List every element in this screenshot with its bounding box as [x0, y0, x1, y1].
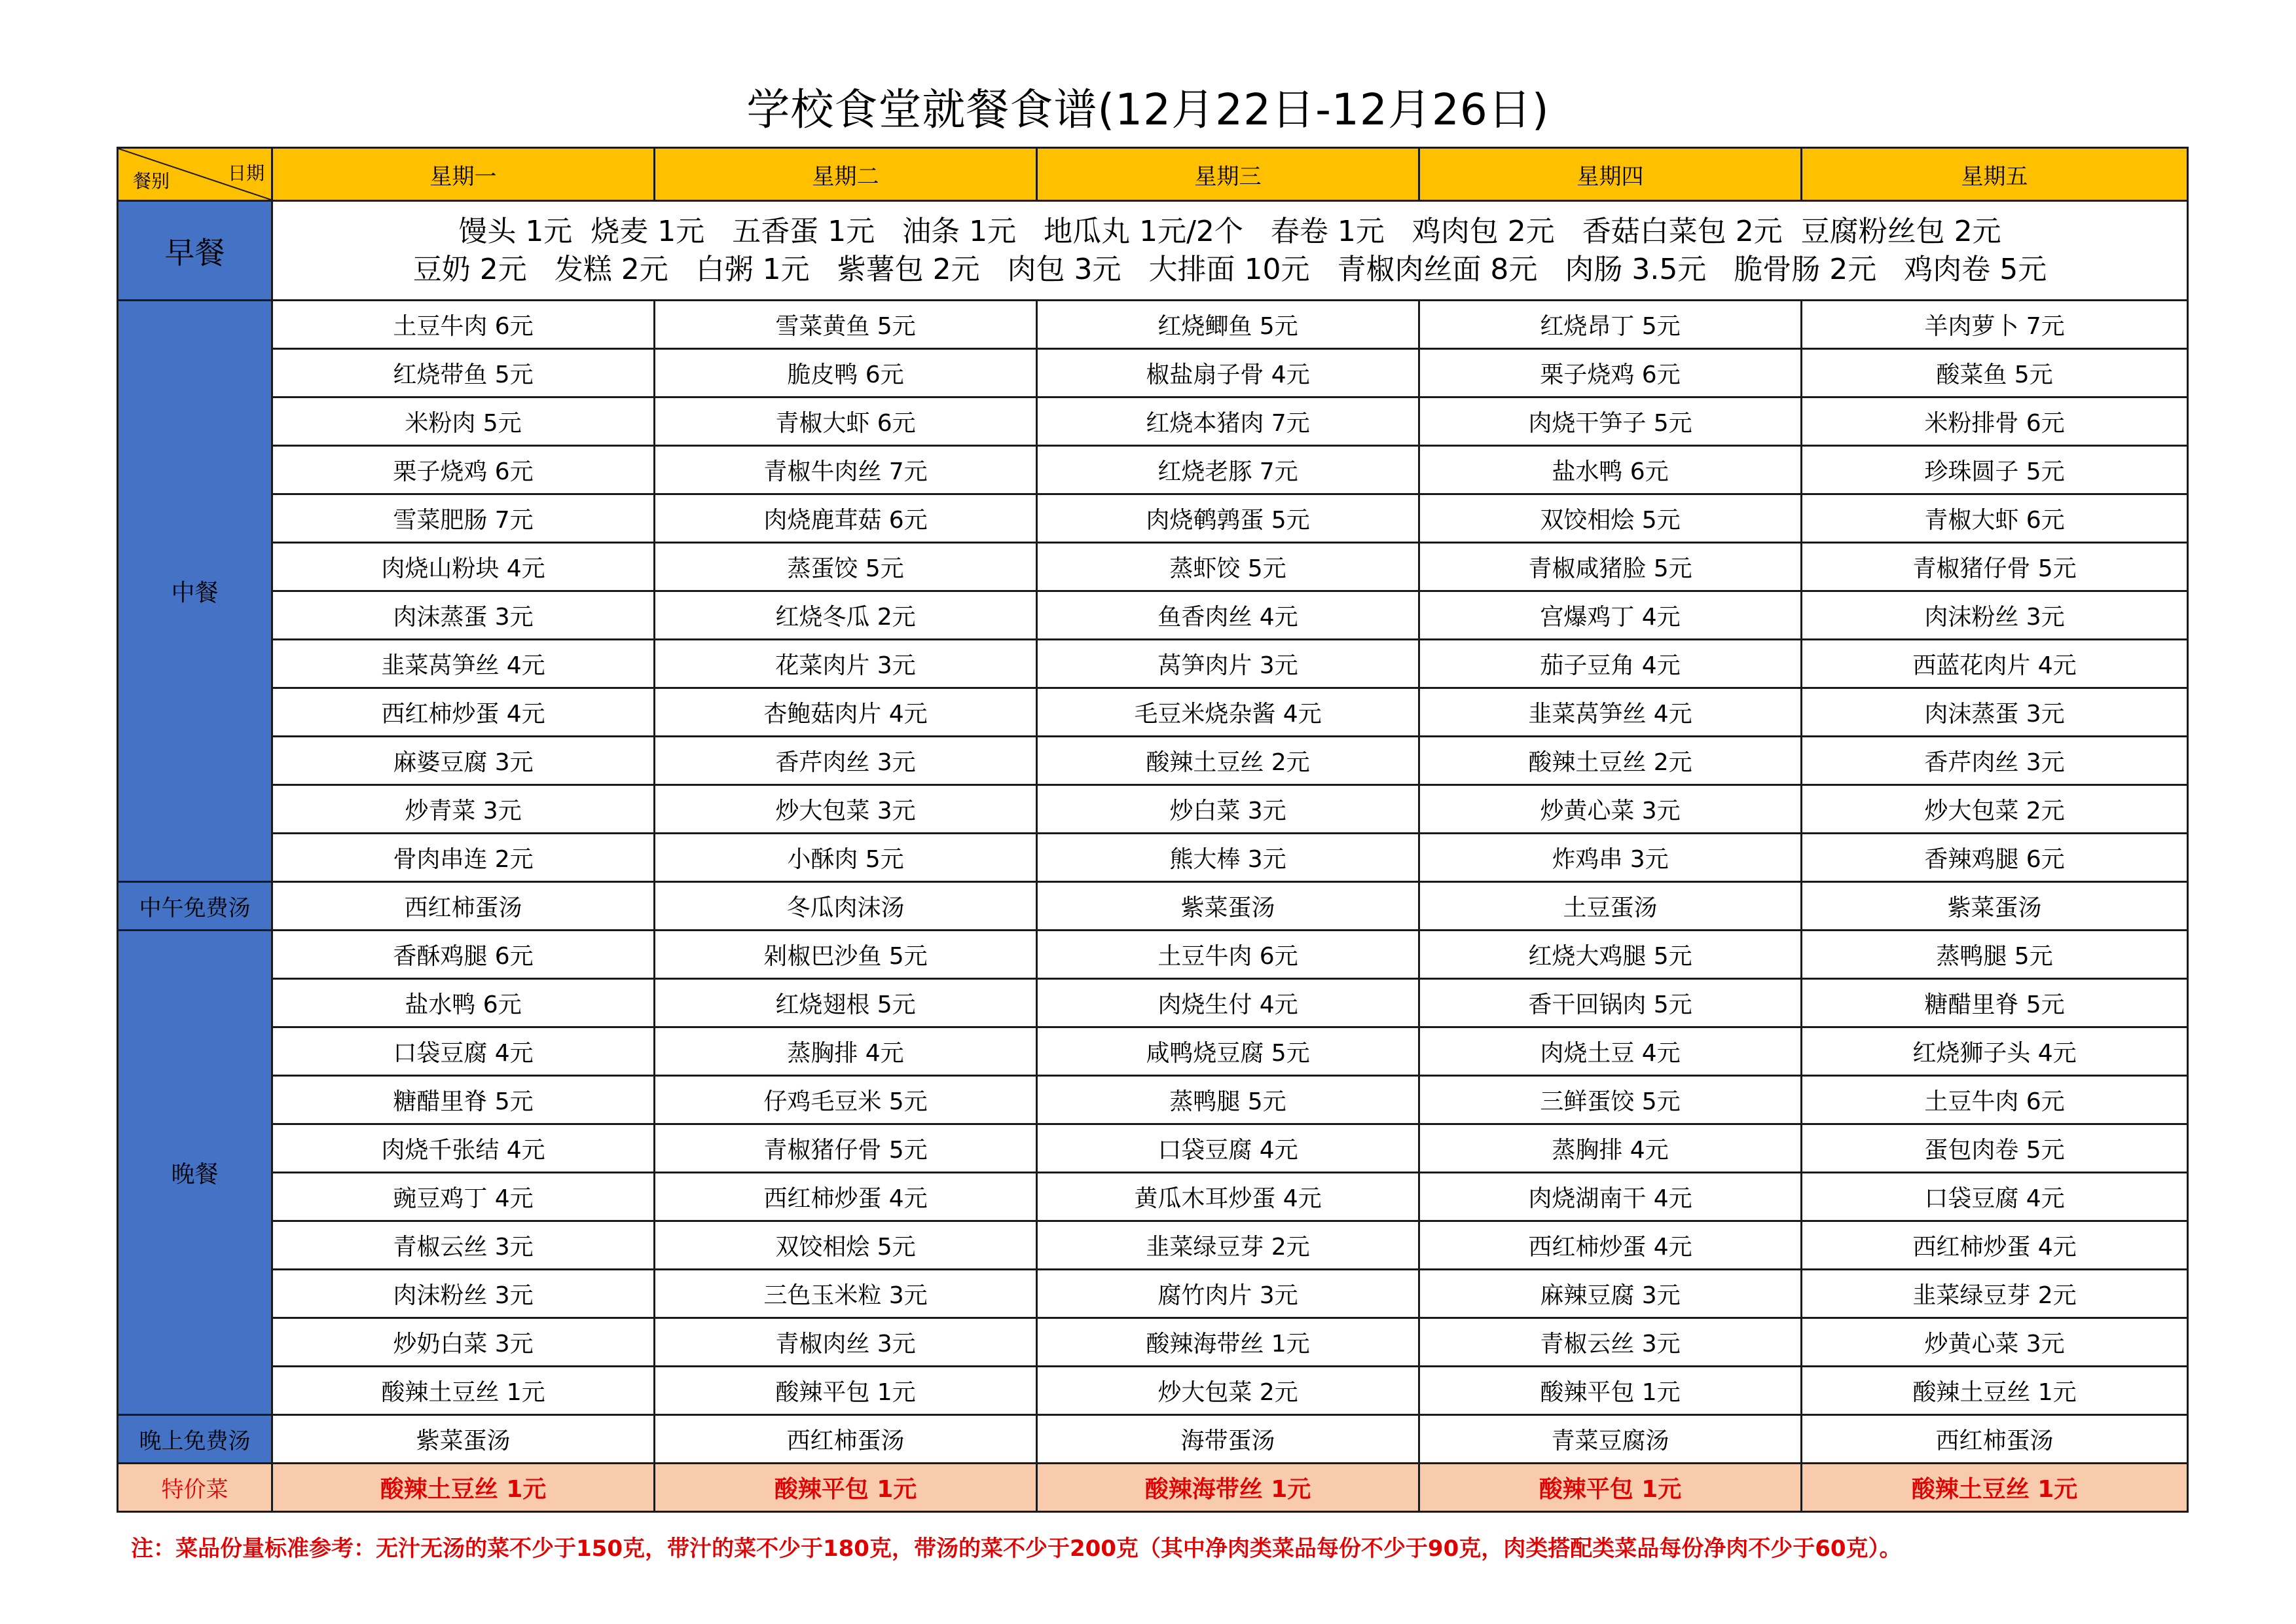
- dish-cell: 米粉肉 5元: [272, 397, 655, 446]
- dish-cell: 肉烧湖南干 4元: [1419, 1173, 1802, 1221]
- lunch-row: [118, 349, 2188, 397]
- soup-cell: 西红柿蛋汤: [1802, 1415, 2188, 1464]
- dish-cell: 红烧昂丁 5元: [1419, 301, 1802, 349]
- dish-cell: 肉烧生付 4元: [1037, 979, 1419, 1027]
- lunch-row: [118, 834, 2188, 882]
- dish-cell: 栗子烧鸡 6元: [272, 446, 655, 494]
- page-title: 学校食堂就餐食谱(12月22日-12月26日): [746, 84, 1550, 135]
- dish-cell: 肉沫粉丝 3元: [272, 1270, 655, 1318]
- special-dish-cell: 酸辣平包 1元: [655, 1464, 1037, 1512]
- dish-cell: 土豆牛肉 6元: [1802, 1076, 2188, 1124]
- dish-cell: 椒盐扇子骨 4元: [1037, 349, 1419, 397]
- dish-cell: 剁椒巴沙鱼 5元: [655, 931, 1037, 979]
- dish-cell: 小酥肉 5元: [655, 834, 1037, 882]
- breakfast-line-2: 豆奶 2元 发糕 2元 白粥 1元 紫薯包 2元 肉包 3元 大排面 10元 青椒肉丝面 8元 肉肠 3.5元 脆骨肠 2元 鸡肉卷 5元: [412, 252, 2047, 286]
- lunch-row: [118, 688, 2188, 737]
- dish-cell: 肉烧鹿茸菇 6元: [655, 494, 1037, 543]
- day-header-thu: 星期四: [1419, 148, 1802, 201]
- special-dish-cell: 酸辣土豆丝 1元: [272, 1464, 655, 1512]
- dish-cell: 杏鲍菇肉片 4元: [655, 688, 1037, 737]
- dish-cell: 口袋豆腐 4元: [1802, 1173, 2188, 1221]
- lunch-row: [118, 494, 2188, 543]
- dish-cell: 土豆牛肉 6元: [272, 301, 655, 349]
- soup-cell: 青菜豆腐汤: [1419, 1415, 1802, 1464]
- soup-cell: 紫菜蛋汤: [1802, 882, 2188, 931]
- dinner_soup-label: 晚上免费汤: [118, 1415, 272, 1464]
- special-dish-cell: 酸辣土豆丝 1元: [1802, 1464, 2188, 1512]
- dish-cell: 酸辣平包 1元: [655, 1367, 1037, 1415]
- dish-cell: 花菜肉片 3元: [655, 640, 1037, 688]
- dish-cell: 红烧大鸡腿 5元: [1419, 931, 1802, 979]
- special-dish-cell: 酸辣海带丝 1元: [1037, 1464, 1419, 1512]
- dish-cell: 青椒咸猪脸 5元: [1419, 543, 1802, 591]
- dish-cell: 酸辣土豆丝 2元: [1419, 737, 1802, 785]
- dish-cell: 骨肉串连 2元: [272, 834, 655, 882]
- dish-cell: 红烧鲫鱼 5元: [1037, 301, 1419, 349]
- dish-cell: 炒青菜 3元: [272, 785, 655, 834]
- dish-cell: 三色玉米粒 3元: [655, 1270, 1037, 1318]
- dish-cell: 红烧带鱼 5元: [272, 349, 655, 397]
- dish-cell: 脆皮鸭 6元: [655, 349, 1037, 397]
- corner-date-label: 日期: [227, 162, 264, 184]
- dish-cell: 羊肉萝卜 7元: [1802, 301, 2188, 349]
- dish-cell: 红烧本猪肉 7元: [1037, 397, 1419, 446]
- breakfast-label: 早餐: [118, 201, 272, 301]
- dish-cell: 栗子烧鸡 6元: [1419, 349, 1802, 397]
- dinner-soup-row: [118, 1415, 2188, 1464]
- dish-cell: 青椒牛肉丝 7元: [655, 446, 1037, 494]
- dinner-row: [118, 931, 2188, 979]
- special-dish-cell: 酸辣平包 1元: [1419, 1464, 1802, 1512]
- dish-cell: 青椒猪仔骨 5元: [1802, 543, 2188, 591]
- dinner-row: [118, 1367, 2188, 1415]
- dish-cell: 酸辣平包 1元: [1419, 1367, 1802, 1415]
- dinner-row: [118, 1221, 2188, 1270]
- special-label: 特价菜: [118, 1464, 272, 1512]
- dinner-row: [118, 1318, 2188, 1367]
- dish-cell: 肉烧土豆 4元: [1419, 1027, 1802, 1076]
- dish-cell: 青椒肉丝 3元: [655, 1318, 1037, 1367]
- lunch-row: [118, 446, 2188, 494]
- lunch-row: [118, 640, 2188, 688]
- dish-cell: 米粉排骨 6元: [1802, 397, 2188, 446]
- lunch-row: [118, 591, 2188, 640]
- dish-cell: 红烧狮子头 4元: [1802, 1027, 2188, 1076]
- dish-cell: 蒸胸排 4元: [655, 1027, 1037, 1076]
- breakfast-line-1: 馒头 1元 烧麦 1元 五香蛋 1元 油条 1元 地瓜丸 1元/2个 春卷 1元 鸡肉包 2元 香菇白菜包 2元 豆腐粉丝包 2元: [458, 214, 2001, 248]
- dinner-row: [118, 1173, 2188, 1221]
- dish-cell: 炒大包菜 2元: [1802, 785, 2188, 834]
- dish-cell: 双饺相烩 5元: [1419, 494, 1802, 543]
- dish-cell: 青椒大虾 6元: [1802, 494, 2188, 543]
- dish-cell: 腐竹肉片 3元: [1037, 1270, 1419, 1318]
- dish-cell: 酸辣土豆丝 1元: [272, 1367, 655, 1415]
- header-row: [118, 148, 2188, 201]
- dinner-row: [118, 1270, 2188, 1318]
- lunch-soup-row: [118, 882, 2188, 931]
- dish-cell: 蒸虾饺 5元: [1037, 543, 1419, 591]
- dish-cell: 香干回锅肉 5元: [1419, 979, 1802, 1027]
- menu-table: [117, 147, 2189, 1513]
- dish-cell: 青椒云丝 3元: [272, 1221, 655, 1270]
- dish-cell: 红烧翅根 5元: [655, 979, 1037, 1027]
- dish-cell: 西红柿炒蛋 4元: [1419, 1221, 1802, 1270]
- dish-cell: 莴笋肉片 3元: [1037, 640, 1419, 688]
- dish-cell: 西红柿炒蛋 4元: [655, 1173, 1037, 1221]
- dish-cell: 炒大包菜 3元: [655, 785, 1037, 834]
- breakfast-items: [272, 201, 2188, 301]
- corner-meal-label: 餐别: [133, 170, 170, 192]
- day-header-fri: 星期五: [1802, 148, 2188, 201]
- dish-cell: 炸鸡串 3元: [1419, 834, 1802, 882]
- dish-cell: 酸辣土豆丝 1元: [1802, 1367, 2188, 1415]
- day-header-tue: 星期二: [655, 148, 1037, 201]
- dish-cell: 肉沫蒸蛋 3元: [272, 591, 655, 640]
- dish-cell: 糖醋里脊 5元: [1802, 979, 2188, 1027]
- lunch-row: [118, 301, 2188, 349]
- dish-cell: 蛋包肉卷 5元: [1802, 1124, 2188, 1173]
- dish-cell: 宫爆鸡丁 4元: [1419, 591, 1802, 640]
- dish-cell: 酸辣海带丝 1元: [1037, 1318, 1419, 1367]
- dish-cell: 青椒猪仔骨 5元: [655, 1124, 1037, 1173]
- dish-cell: 香酥鸡腿 6元: [272, 931, 655, 979]
- dish-cell: 雪菜肥肠 7元: [272, 494, 655, 543]
- dish-cell: 土豆牛肉 6元: [1037, 931, 1419, 979]
- day-header-wed: 星期三: [1037, 148, 1419, 201]
- dish-cell: 三鲜蛋饺 5元: [1419, 1076, 1802, 1124]
- dish-cell: 黄瓜木耳炒蛋 4元: [1037, 1173, 1419, 1221]
- dish-cell: 麻婆豆腐 3元: [272, 737, 655, 785]
- dish-cell: 炒白菜 3元: [1037, 785, 1419, 834]
- dish-cell: 肉沫蒸蛋 3元: [1802, 688, 2188, 737]
- dish-cell: 青椒云丝 3元: [1419, 1318, 1802, 1367]
- dish-cell: 西蓝花肉片 4元: [1802, 640, 2188, 688]
- lunch-row: [118, 737, 2188, 785]
- dish-cell: 盐水鸭 6元: [272, 979, 655, 1027]
- dish-cell: 炒黄心菜 3元: [1802, 1318, 2188, 1367]
- dish-cell: 仔鸡毛豆米 5元: [655, 1076, 1037, 1124]
- dish-cell: 口袋豆腐 4元: [272, 1027, 655, 1076]
- lunch-row: [118, 785, 2188, 834]
- dish-cell: 肉烧鹌鹑蛋 5元: [1037, 494, 1419, 543]
- dish-cell: 红烧老豚 7元: [1037, 446, 1419, 494]
- lunch-row: [118, 543, 2188, 591]
- soup-cell: 西红柿蛋汤: [272, 882, 655, 931]
- dish-cell: 茄子豆角 4元: [1419, 640, 1802, 688]
- lunch-row: [118, 397, 2188, 446]
- soup-cell: 土豆蛋汤: [1419, 882, 1802, 931]
- breakfast-row: [118, 201, 2188, 301]
- dish-cell: 韭菜绿豆芽 2元: [1037, 1221, 1419, 1270]
- dish-cell: 炒奶白菜 3元: [272, 1318, 655, 1367]
- lunch_soup-label: 中午免费汤: [118, 882, 272, 931]
- dish-cell: 糖醋里脊 5元: [272, 1076, 655, 1124]
- dish-cell: 香芹肉丝 3元: [655, 737, 1037, 785]
- dinner-row: [118, 979, 2188, 1027]
- dish-cell: 鱼香肉丝 4元: [1037, 591, 1419, 640]
- dish-cell: 毛豆米烧杂酱 4元: [1037, 688, 1419, 737]
- dish-cell: 蒸蛋饺 5元: [655, 543, 1037, 591]
- soup-cell: 冬瓜肉沫汤: [655, 882, 1037, 931]
- dish-cell: 红烧冬瓜 2元: [655, 591, 1037, 640]
- dish-cell: 香芹肉丝 3元: [1802, 737, 2188, 785]
- soup-cell: 西红柿蛋汤: [655, 1415, 1037, 1464]
- corner-cell: [118, 148, 272, 201]
- special-row: [118, 1464, 2188, 1512]
- dish-cell: 酸辣土豆丝 2元: [1037, 737, 1419, 785]
- dish-cell: 蒸鸭腿 5元: [1037, 1076, 1419, 1124]
- soup-cell: 海带蛋汤: [1037, 1415, 1419, 1464]
- dish-cell: 韭菜莴笋丝 4元: [272, 640, 655, 688]
- dish-cell: 酸菜鱼 5元: [1802, 349, 2188, 397]
- dish-cell: 香辣鸡腿 6元: [1802, 834, 2188, 882]
- soup-cell: 紫菜蛋汤: [272, 1415, 655, 1464]
- dish-cell: 炒大包菜 2元: [1037, 1367, 1419, 1415]
- dish-cell: 珍珠圆子 5元: [1802, 446, 2188, 494]
- dish-cell: 肉烧山粉块 4元: [272, 543, 655, 591]
- day-header-mon: 星期一: [272, 148, 655, 201]
- dish-cell: 熊大棒 3元: [1037, 834, 1419, 882]
- dish-cell: 豌豆鸡丁 4元: [272, 1173, 655, 1221]
- dish-cell: 蒸胸排 4元: [1419, 1124, 1802, 1173]
- dish-cell: 肉沫粉丝 3元: [1802, 591, 2188, 640]
- soup-cell: 紫菜蛋汤: [1037, 882, 1419, 931]
- lunch-label: 中餐: [118, 301, 272, 882]
- dish-cell: 雪菜黄鱼 5元: [655, 301, 1037, 349]
- dish-cell: 肉烧干笋子 5元: [1419, 397, 1802, 446]
- dish-cell: 麻辣豆腐 3元: [1419, 1270, 1802, 1318]
- dinner-label: 晚餐: [118, 931, 272, 1415]
- dish-cell: 韭菜莴笋丝 4元: [1419, 688, 1802, 737]
- dish-cell: 盐水鸭 6元: [1419, 446, 1802, 494]
- dish-cell: 口袋豆腐 4元: [1037, 1124, 1419, 1173]
- dish-cell: 韭菜绿豆芽 2元: [1802, 1270, 2188, 1318]
- dish-cell: 炒黄心菜 3元: [1419, 785, 1802, 834]
- dish-cell: 西红柿炒蛋 4元: [1802, 1221, 2188, 1270]
- dinner-row: [118, 1027, 2188, 1076]
- portion-note: 注：菜品份量标准参考：无汁无汤的菜不少于150克，带汁的菜不少于180克，带汤的菜不少于200克（其中净肉类菜品每份不少于90克，肉类搭配类菜品每份净肉不少于60克）。: [131, 1536, 1902, 1562]
- dish-cell: 咸鸭烧豆腐 5元: [1037, 1027, 1419, 1076]
- dish-cell: 双饺相烩 5元: [655, 1221, 1037, 1270]
- dinner-row: [118, 1124, 2188, 1173]
- dish-cell: 西红柿炒蛋 4元: [272, 688, 655, 737]
- dinner-row: [118, 1076, 2188, 1124]
- dish-cell: 蒸鸭腿 5元: [1802, 931, 2188, 979]
- dish-cell: 青椒大虾 6元: [655, 397, 1037, 446]
- dish-cell: 肉烧千张结 4元: [272, 1124, 655, 1173]
